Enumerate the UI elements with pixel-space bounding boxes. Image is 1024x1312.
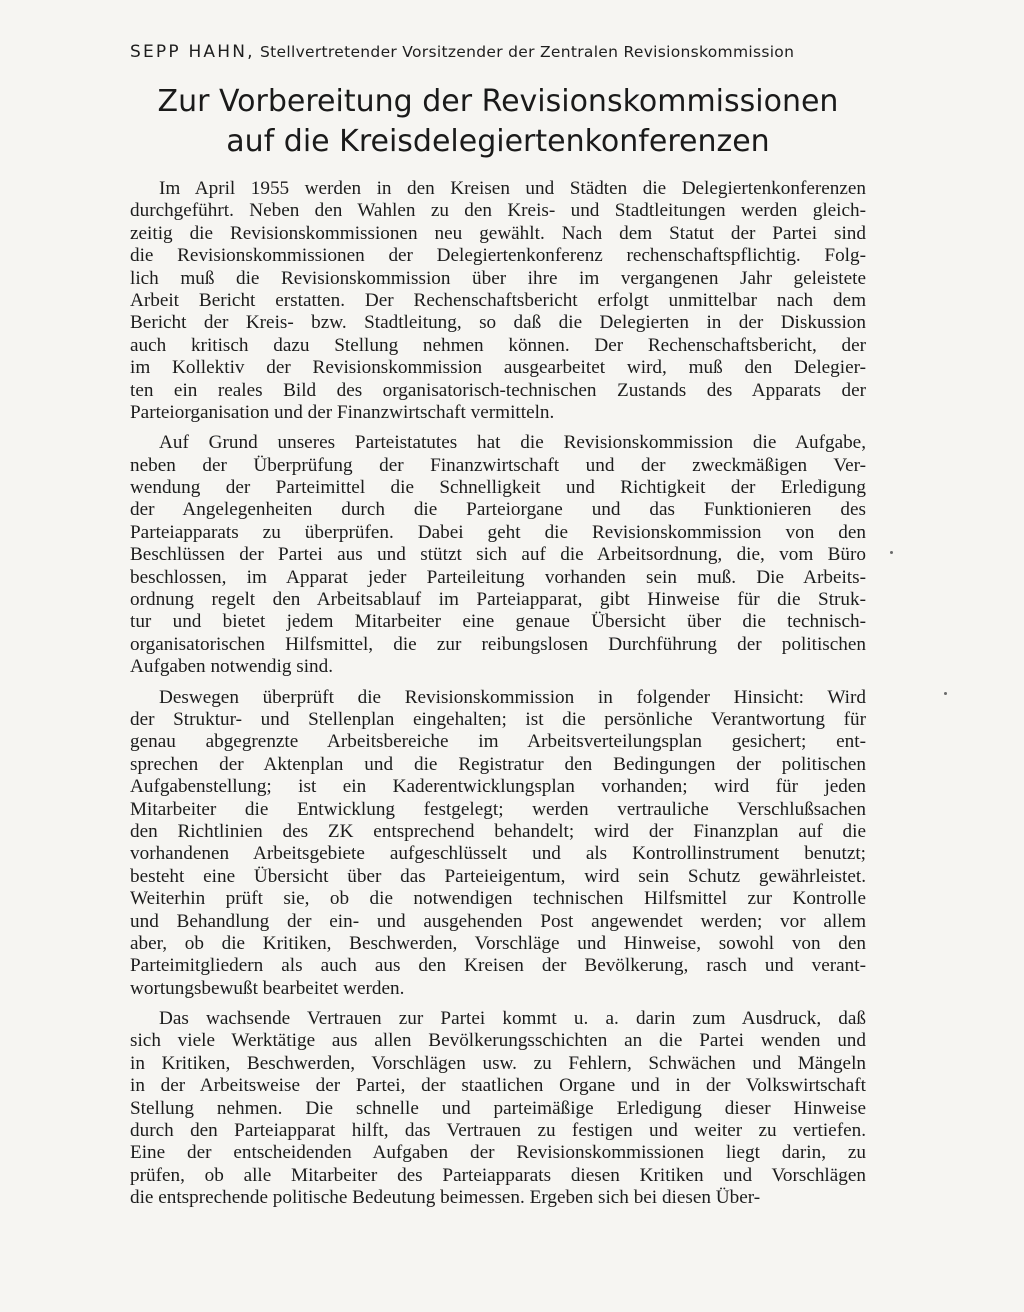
article-title-line-2: auf die Kreisdelegiertenkonferenzen (226, 124, 770, 159)
text-line: Parteimitgliedern als auch aus den Kreisen der Bevölkerung, rasch und verant- (130, 955, 866, 977)
text-line: Im April 1955 werden in den Kreisen und Städten die Delegiertenkonferenzen (159, 178, 866, 199)
text-line: durch den Parteiapparat hilft, das Vertrauen zu festigen und weiter zu vertiefen. (130, 1120, 866, 1142)
text-line: Stellung nehmen. Die schnelle und parteimäßige Erledigung dieser Hinweise (130, 1097, 866, 1119)
text-line: neben der Überprüfung der Finanzwirtschaft und der zweckmäßigen Ver- (130, 454, 866, 476)
paragraph (130, 432, 866, 678)
text-line: und Behandlung der ein- und ausgehenden Post angewendet werden; vor allem (130, 910, 866, 932)
text-line: Parteiorganisation und der Finanzwirtschaft vermitteln. (130, 401, 555, 423)
text-line: prüfen, ob alle Mitarbeiter des Parteiapparats diesen Kritiken und Vorschlägen (130, 1164, 866, 1186)
text-line: die Revisionskommissionen der Delegiertenkonferenz rechenschaftspflichtig. Folg- (130, 245, 866, 267)
text-line: sprechen der Aktenplan und die Registratur den Bedingungen der politischen (130, 753, 866, 775)
text-line: wortungsbewußt bearbeitet werden. (130, 977, 405, 999)
text-line: beschlossen, im Apparat jeder Parteileitung vorhanden sein muß. Die Arbeits- (130, 566, 866, 588)
text-line: ten ein reales Bild des organisatorisch-technischen Zustands des Apparats der (130, 379, 866, 401)
text-line: der Struktur- und Stellenplan eingehalten; ist die persönliche Verantwortung für (130, 708, 866, 730)
text-line: organisatorischen Hilfsmittel, die zur reibungslosen Durchführung der politischen (130, 633, 866, 655)
text-line: Aufgabenstellung; ist ein Kaderentwicklungsplan vorhanden; wird für jeden (130, 776, 866, 798)
article-title (130, 82, 866, 162)
text-line: vorhandenen Arbeitsgebiete aufgeschlüsselt und als Kontrollinstrument benutzt; (130, 843, 866, 865)
text-line: besteht eine Übersicht über das Parteieigentum, wird sein Schutz gewährleistet. (130, 865, 866, 887)
text-line: Parteiapparats zu überprüfen. Dabei geht die Revisionskommission von den (130, 521, 866, 543)
paragraph (130, 687, 866, 1000)
text-line: in Kritiken, Beschwerden, Vorschlägen usw. zu Fehlern, Schwächen und Mängeln (130, 1052, 866, 1074)
author-byline (130, 42, 890, 62)
text-line: genau abgegrenzte Arbeitsbereiche im Arbeitsverteilungsplan gesichert; ent- (130, 731, 866, 753)
text-line: lich muß die Revisionskommission über ihre im vergangenen Jahr geleistete (130, 267, 866, 289)
text-line: in der Arbeitsweise der Partei, der staatlichen Organe und in der Volkswirtschaft (130, 1075, 866, 1097)
text-line: Deswegen überprüft die Revisionskommission in folgender Hinsicht: Wird (159, 686, 866, 708)
paragraph (130, 178, 866, 424)
text-line: die entsprechende politische Bedeutung beimessen. Ergeben sich bei diesen Über- (130, 1187, 761, 1209)
text-line: Weiterhin prüft sie, ob die notwendigen technischen Hilfsmittel zur Kontrolle (130, 888, 866, 910)
text-line: aber, ob die Kritiken, Beschwerden, Vorschläge und Hinweise, sowohl von den (130, 932, 866, 954)
text-line: Beschlüssen der Partei aus und stützt sich auf die Arbeitsordnung, die, vom Büro (130, 544, 866, 566)
article-body (130, 178, 866, 1218)
scan-speck (944, 692, 947, 695)
text-line: sich viele Werktätige aus allen Bevölkerungsschichten an die Partei wenden und (130, 1030, 866, 1052)
text-line: im Kollektiv der Revisionskommission ausgearbeitet wird, muß den Delegier- (130, 357, 866, 379)
text-line: Auf Grund unseres Parteistatutes hat die Revisionskommission die Aufgabe, (159, 432, 866, 454)
paragraph (130, 1008, 866, 1210)
author-role: Stellvertretender Vorsitzender der Zentralen Revisionskommission (260, 43, 795, 61)
text-line: Mitarbeiter die Entwicklung festgelegt; werden vertrauliche Verschlußsachen (130, 798, 866, 820)
author-name: SEPP HAHN, (130, 42, 255, 62)
text-line: wendung der Parteimittel die Schnelligkeit und Richtigkeit der Erledigung (130, 477, 866, 499)
text-line: zeitig die Revisionskommissionen neu gewählt. Nach dem Statut der Partei sind (130, 222, 866, 244)
text-line: den Richtlinien des ZK entsprechend behandelt; wird der Finanzplan auf die (130, 820, 866, 842)
text-line: auch kritisch dazu Stellung nehmen können. Der Rechenschaftsbericht, der (130, 334, 866, 356)
text-line: Bericht der Kreis- bzw. Stadtleitung, so daß die Delegierten in der Diskussion (130, 312, 866, 334)
article-title-line-1: Zur Vorbereitung der Revisionskommissionen (157, 84, 839, 119)
text-line: der Angelegenheiten durch die Parteiorgane und das Funktionieren des (130, 499, 866, 521)
text-line: Aufgaben notwendig sind. (130, 656, 334, 678)
text-line: durchgeführt. Neben den Wahlen zu den Kreis- und Stadtleitungen werden gleich- (130, 200, 866, 222)
scan-speck (890, 551, 893, 554)
text-line: tur und bietet jedem Mitarbeiter eine genaue Übersicht über die technisch- (130, 611, 866, 633)
text-line: Das wachsende Vertrauen zur Partei kommt u. a. darin zum Ausdruck, daß (159, 1008, 866, 1030)
text-line: ordnung regelt den Arbeitsablauf im Parteiapparat, gibt Hinweise für die Struk- (130, 589, 866, 611)
text-line: Arbeit Bericht erstatten. Der Rechenschaftsbericht erfolgt unmittelbar nach dem (130, 289, 866, 311)
text-line: Eine der entscheidenden Aufgaben der Revisionskommissionen liegt darin, zu (130, 1142, 866, 1164)
